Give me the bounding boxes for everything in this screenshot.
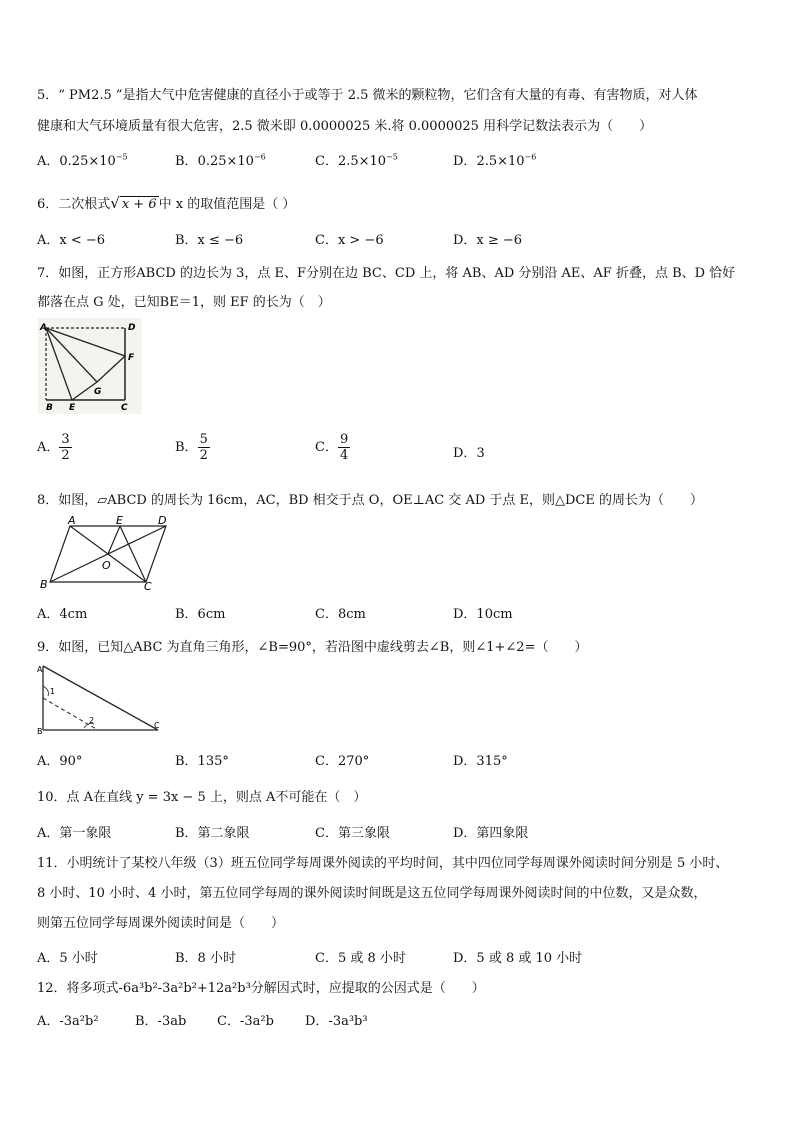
q7-figure-square <box>38 318 142 414</box>
q11-line3: 则第五位同学每周课外阅读时间是（ ） <box>37 916 285 931</box>
q7-option-c: C． $\frac{9}{4}$ <box>315 432 349 463</box>
q8-figure-parallelogram <box>36 514 172 594</box>
q5-option-a: A．$0.25\times 10^{-5}$ <box>37 152 128 169</box>
q11-option-c: C．5 或 8 小时 <box>315 951 406 966</box>
q7-line2: 都落在点 G 处，已知BE＝1，则 EF 的长为（ ） <box>37 295 331 310</box>
q8-option-d: D．10cm <box>453 607 513 622</box>
q11-option-b: B．8 小时 <box>175 951 236 966</box>
q9-line1: 9．如图，已知△ABC 为直角三角形，∠B=90°，若沿图中虚线剪去∠B，则∠1+∠2=（ ） <box>37 640 588 655</box>
q9-label-2: 2 <box>89 716 95 725</box>
q8-option-c: C．8cm <box>315 607 366 622</box>
q7-label-f: F <box>128 353 135 363</box>
q5-option-d: D．$2.5\times 10^{-6}$ <box>453 152 537 169</box>
q7-option-b: B． $\frac{5}{2}$ <box>175 432 208 463</box>
q6-option-a: A．x < −6 <box>37 233 106 248</box>
q12-option-d: D．-3a³b³ <box>305 1014 368 1029</box>
q6-option-c: C．x > −6 <box>315 233 384 248</box>
q7-option-d: D．3 <box>453 446 485 461</box>
q11-line1: 11．小明统计了某校八年级（3）班五位同学每周课外阅读的平均时间，其中四位同学每周课外阅读时间分别是 5 小时、 <box>37 856 729 871</box>
q8-line1: 8．如图，▱ABCD 的周长为 16cm，AC，BD 相交于点 O，OE⊥AC 交 AD 于点 E，则△DCE 的周长为（ ） <box>37 493 703 508</box>
q9-label-1: 1 <box>50 687 56 696</box>
q11-option-a: A．5 小时 <box>37 951 98 966</box>
q7-label-g: G <box>94 387 102 397</box>
q9-label-c: C <box>154 721 160 730</box>
q8-label-a: A <box>68 514 76 527</box>
q6-option-d: D．x ≥ −6 <box>453 233 523 248</box>
q12-line1: 12．将多项式-6a³b²-3a²b²+12a²b³分解因式时，应提取的公因式是（ ） <box>37 981 485 996</box>
q10-line1: 10．点 A在直线 y = 3x − 5 上，则点 A不可能在（ ） <box>37 790 367 805</box>
q10-option-c: C．第三象限 <box>315 826 390 841</box>
q7-option-a: A． $\frac{3}{2}$ <box>37 432 70 463</box>
q9-option-b: B．135° <box>175 754 229 769</box>
q8-label-o: O <box>102 559 111 572</box>
q8-option-a: A．4cm <box>37 607 88 622</box>
q8-label-e: E <box>116 514 123 527</box>
q9-figure-triangle <box>36 660 166 736</box>
q10-option-a: A．第一象限 <box>37 826 112 841</box>
q10-option-b: B．第二象限 <box>175 826 250 841</box>
q8-label-b: B <box>40 578 48 591</box>
q8-option-b: B．6cm <box>175 607 226 622</box>
q12-option-b: B．-3ab <box>135 1014 187 1029</box>
q6-radicand: x + 6 <box>121 197 157 212</box>
q12-option-c: C．-3a²b <box>217 1014 274 1029</box>
q9-option-d: D．315° <box>453 754 508 769</box>
q7-label-a: A <box>40 323 47 333</box>
q11-line2: 8 小时、10 小时、4 小时，第五位同学每周的课外阅读时间既是这五位同学每周课外阅读时间的中位数，又是众数， <box>37 886 707 901</box>
q7-label-e: E <box>69 403 76 413</box>
q6-option-b: B．x ≤ −6 <box>175 233 244 248</box>
q5-line2: 健康和大气环境质量有很大危害，2.5 微米即 0.0000025 米.将 0.0000025 用科学记数法表示为（ ） <box>37 119 653 134</box>
q9-option-a: A．90° <box>37 754 83 769</box>
q9-label-b: B <box>37 727 43 736</box>
q11-option-d: D．5 或 8 或 10 小时 <box>453 951 583 966</box>
q7-label-b: B <box>46 403 53 413</box>
q12-option-a: A．-3a²b² <box>37 1014 99 1029</box>
q8-label-d: D <box>158 514 167 527</box>
q6-line: 6．二次根式√ x + 6 中 x 的取值范围是（ ） <box>37 194 296 212</box>
q9-option-c: C．270° <box>315 754 370 769</box>
q5-option-c: C．$2.5\times 10^{-5}$ <box>315 152 398 169</box>
q7-label-d: D <box>128 323 136 333</box>
q5-line1: 5．“ PM2.5 ”是指大气中危害健康的直径小于或等于 2.5 微米的颗粒物，它们含有大量的有毒、有害物质，对人体 <box>37 88 698 103</box>
q5-option-b: B．$0.25\times 10^{-6}$ <box>175 152 266 169</box>
q9-label-a: A <box>37 665 43 674</box>
q7-label-c: C <box>121 403 128 413</box>
q10-option-d: D．第四象限 <box>453 826 529 841</box>
q7-line1: 7．如图，正方形ABCD 的边长为 3，点 E、F分别在边 BC、CD 上，将 AB、AD 分别沿 AE、AF 折叠，点 B、D 恰好 <box>37 266 736 281</box>
q8-label-c: C <box>144 580 152 593</box>
